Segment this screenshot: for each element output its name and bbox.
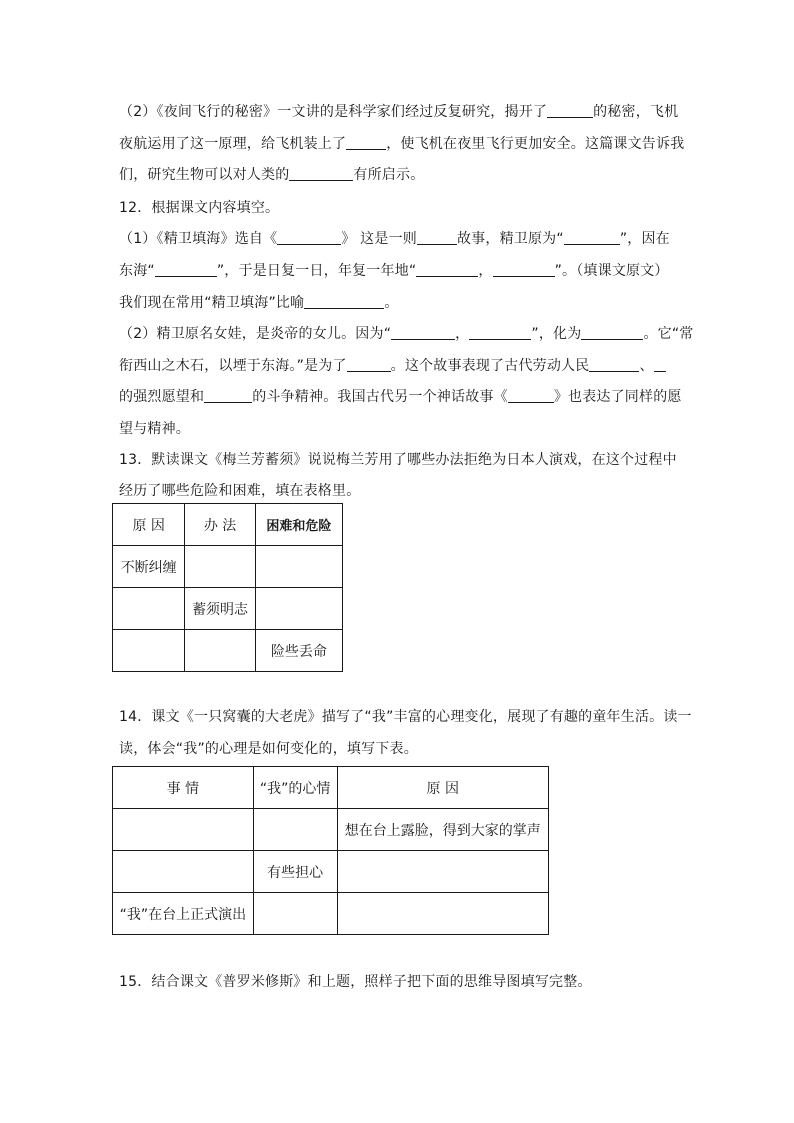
table-cell[interactable] bbox=[113, 851, 254, 893]
header-cell: 困难和危险 bbox=[255, 504, 342, 546]
header-cell: 原 因 bbox=[113, 504, 185, 546]
table-cell[interactable] bbox=[113, 630, 185, 672]
answer-blank[interactable] bbox=[493, 262, 555, 277]
answer-blank[interactable] bbox=[564, 230, 620, 245]
table-cell: “我”在台上正式演出 bbox=[113, 893, 254, 935]
answer-blank[interactable] bbox=[417, 230, 457, 245]
q13-line1: 13．默读课文《梅兰芳蓄须》说说梅兰芳用了哪些办法拒绝为日本人演戏，在这个过程中 bbox=[119, 452, 677, 468]
q12-2-line3 bbox=[119, 387, 682, 407]
header-cell: 办 法 bbox=[185, 504, 255, 546]
table-cell[interactable] bbox=[337, 851, 548, 893]
text: 们，研究生物可以对人类的 bbox=[119, 167, 290, 183]
table-row bbox=[113, 893, 549, 935]
q14-table bbox=[112, 766, 549, 935]
table-row bbox=[113, 588, 343, 630]
q12-1-line2 bbox=[119, 261, 669, 281]
answer-blank[interactable] bbox=[654, 357, 666, 372]
table-cell[interactable] bbox=[255, 546, 342, 588]
text: 。 bbox=[384, 295, 399, 311]
text: ，使飞机在夜里飞行更加安全。这篇课文告诉我 bbox=[386, 136, 685, 152]
q12-2-line1 bbox=[119, 324, 694, 344]
table-row bbox=[113, 851, 549, 893]
q11-2-line1 bbox=[119, 102, 678, 122]
table-cell: 想在台上露脸，得到大家的掌声 bbox=[337, 809, 548, 851]
text: ”。（填课文原文） bbox=[554, 263, 669, 279]
table-row bbox=[113, 546, 343, 588]
table-cell[interactable] bbox=[253, 893, 337, 935]
table-cell[interactable] bbox=[255, 588, 342, 630]
text: 夜航运用了这一原理，给飞机装上了 bbox=[119, 136, 347, 152]
text: 的秘密，飞机 bbox=[593, 104, 679, 120]
header-cell: “我”的心情 bbox=[253, 767, 337, 809]
text: 东海“ bbox=[119, 263, 155, 279]
table-cell[interactable] bbox=[185, 546, 255, 588]
text: 》也表达了同样的愿 bbox=[553, 389, 682, 405]
text: ， bbox=[478, 263, 493, 279]
table-cell: 有些担心 bbox=[253, 851, 337, 893]
answer-blank[interactable] bbox=[589, 357, 639, 372]
answer-blank[interactable] bbox=[304, 294, 384, 309]
header-cell: 原 因 bbox=[337, 767, 548, 809]
q12-1-line1 bbox=[119, 229, 670, 249]
answer-blank[interactable] bbox=[469, 325, 531, 340]
text: 。这个故事表现了古代劳动人民 bbox=[390, 358, 590, 374]
table-row bbox=[113, 630, 343, 672]
q13-line2: 经历了哪些危险和困难，填在表格里。 bbox=[119, 483, 361, 499]
table-cell: 蓄须明志 bbox=[185, 588, 255, 630]
text: 的强烈愿望和 bbox=[119, 389, 205, 405]
answer-blank[interactable] bbox=[277, 230, 341, 245]
q13-table bbox=[112, 503, 343, 672]
table-cell: 不断纠缠 bbox=[113, 546, 185, 588]
table-header-row bbox=[113, 767, 549, 809]
text: 。它“常 bbox=[643, 326, 694, 342]
answer-blank[interactable] bbox=[155, 262, 217, 277]
q14-line1: 14．课文《一只窝囊的大老虎》描写了“我”丰富的心理变化，展现了有趣的童年生活。读一 bbox=[119, 709, 692, 725]
q15-line1: 15．结合课文《普罗米修斯》和上题，照样子把下面的思维导图填写完整。 bbox=[119, 974, 592, 990]
table-cell[interactable] bbox=[113, 809, 254, 851]
q12-1-line3 bbox=[119, 293, 399, 313]
table-header-row bbox=[113, 504, 343, 546]
text: ， bbox=[455, 326, 470, 342]
text: （1）《精卫填海》选自《 bbox=[119, 231, 278, 247]
q11-2-line3 bbox=[119, 165, 424, 185]
answer-blank[interactable] bbox=[391, 325, 455, 340]
text: 故事，精卫原为“ bbox=[456, 231, 564, 247]
text: 有所启示。 bbox=[353, 167, 425, 183]
text: 我们现在常用“精卫填海”比喻 bbox=[119, 295, 305, 311]
text: （2）《夜间飞行的秘密》一文讲的是科学家们经过反复研究，揭开了 bbox=[119, 104, 548, 120]
text: 衔西山之木石，以堙于东海。”是为了 bbox=[119, 358, 347, 374]
text: 的斗争精神。我国古代另一个神话故事《 bbox=[252, 389, 508, 405]
answer-blank[interactable] bbox=[547, 103, 593, 118]
answer-blank[interactable] bbox=[416, 262, 478, 277]
text: ”，化为 bbox=[531, 326, 582, 342]
q12-2-line2 bbox=[119, 356, 666, 376]
table-cell[interactable] bbox=[253, 809, 337, 851]
q12-title: 12．根据课文内容填空。 bbox=[119, 200, 280, 216]
text: 》 这是一则 bbox=[341, 231, 417, 247]
table-cell[interactable] bbox=[185, 630, 255, 672]
q14-line2: 读，体会“我”的心理是如何变化的，填写下表。 bbox=[119, 741, 418, 757]
table-cell[interactable] bbox=[337, 893, 548, 935]
answer-blank[interactable] bbox=[508, 388, 554, 403]
answer-blank[interactable] bbox=[346, 135, 386, 150]
text: ”，于是日复一日，年复一年地“ bbox=[216, 263, 417, 279]
table-row bbox=[113, 809, 549, 851]
table-cell[interactable] bbox=[113, 588, 185, 630]
q11-2-line2 bbox=[119, 134, 684, 154]
text: 、 bbox=[639, 358, 654, 374]
answer-blank[interactable] bbox=[289, 166, 353, 181]
answer-blank[interactable] bbox=[581, 325, 643, 340]
q12-2-line4: 望与精神。 bbox=[119, 421, 190, 437]
answer-blank[interactable] bbox=[347, 357, 391, 372]
text: ”，因在 bbox=[619, 231, 670, 247]
answer-blank[interactable] bbox=[204, 388, 252, 403]
header-cell: 事 情 bbox=[113, 767, 254, 809]
text: （2）精卫原名女娃，是炎帝的女儿。因为“ bbox=[119, 326, 392, 342]
table-cell: 险些丢命 bbox=[255, 630, 342, 672]
